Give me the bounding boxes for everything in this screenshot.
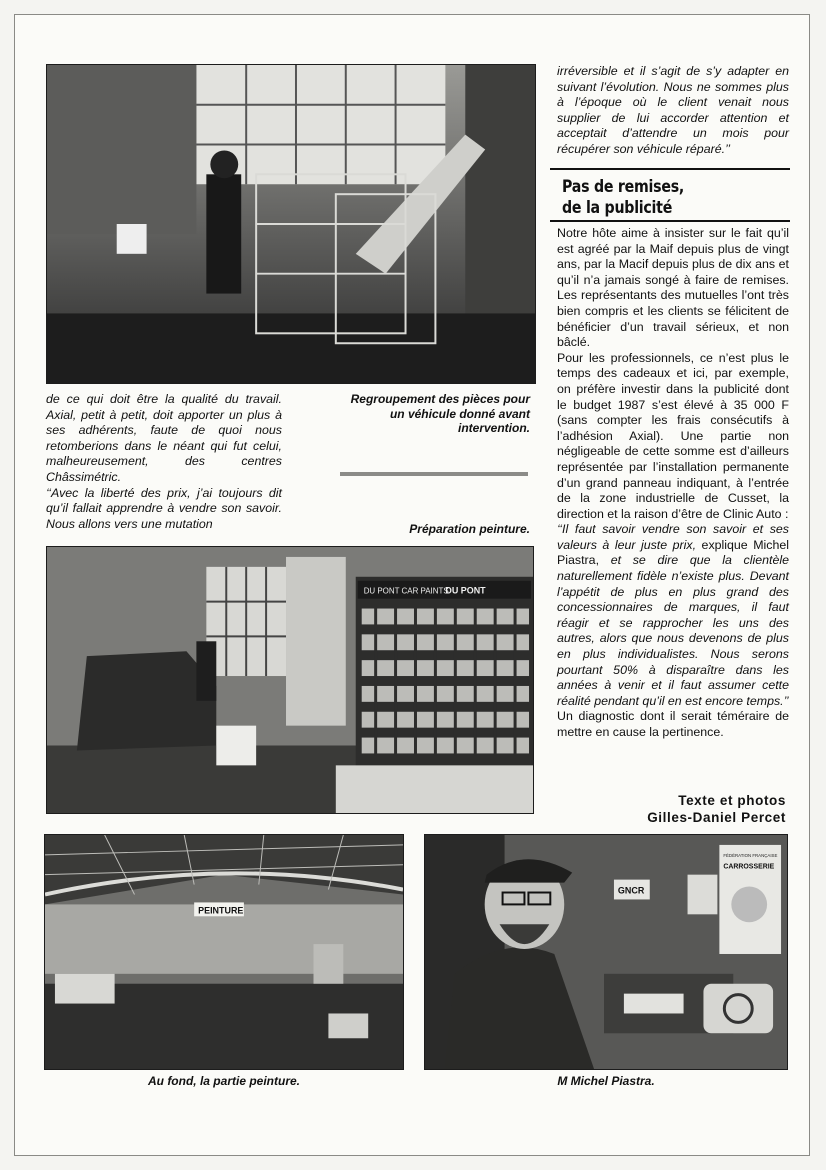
left-paragraph-quote: ‘‘Avec la liberté des prix, j’ai toujours dit qu’il fallait apprendre à vendre son savoir. Nous allons vers une mutation <box>46 485 282 531</box>
plaque-main-text: CARROSSERIE <box>723 863 775 871</box>
caption-workshop-hall: Au fond, la partie peinture. <box>147 1074 300 1088</box>
plaque-top-text: FÉDÉRATION FRANÇAISE <box>723 852 778 858</box>
section-heading-line1: Pas de remises, <box>562 177 685 196</box>
dupont-logo-text: DU PONT <box>445 585 486 596</box>
paragraph-quote <box>557 522 789 709</box>
heading-bottom-rule <box>550 220 790 222</box>
byline-line1: Texte et photos <box>678 793 786 808</box>
right-top-paragraph <box>557 64 789 158</box>
paragraph-diagnostic: Un diagnostic dont il serait téméraire de mettre en cause la pertinence. <box>557 709 789 739</box>
caption-portrait: M Michel Piastra. <box>557 1074 655 1088</box>
heading-top-rule <box>550 168 790 170</box>
peinture-sign-text: PEINTURE <box>198 905 244 916</box>
photo-parts-workshop <box>46 64 536 384</box>
paragraph-publicity: Pour les professionnels, ce n’est plus le temps des cadeaux et ici, par exemple, on préfère investir dans la publicité dont le budget 1987 s’est élevé à 35 000 F (sans compter les frais consécutifs à l’adhésion Axial). Une partie non négligeable de cette somme est d’ailleurs représentée par l’installation permanente d’un grand panneau indiquant, à l’entrée de la zone industrielle de Cusset, la direction et la raison d’être de Clinic Auto : <box>557 350 789 521</box>
byline <box>560 792 786 826</box>
photo-workshop-hall <box>44 834 404 1070</box>
photo-paint-preparation <box>46 546 534 814</box>
section-heading-line2: de la publicité <box>562 198 673 217</box>
right-top-text: irréversible et il s’agit de s’y adapter en suivant l’évolution. Nous ne sommes plus à l’époque où le client venait nous supplier de lui accorder attention et acceptait d’attendre un mois pour récupérer son véhicule réparé.’’ <box>557 64 789 156</box>
quote-part-2: et se dire que la clientèle naturellement fidèle n’existe plus. Devant l’appétit de plus en plus grand des concessionnaires de marques, il faut réagir et se rapprocher les uns des autres, alors que nous devenons de plus en plus individualistes. Nous serons pourtant 50% à disparaître dans les années à venir et il faut assumer cette réalité pendant qu’il en est encore temps.’’ <box>557 553 789 708</box>
quote-part-1: ‘‘Il faut savoir vendre son savoir et ses valeurs à leur juste prix, <box>557 522 789 552</box>
quote-attribution: explique Michel Piastra, <box>557 537 789 568</box>
byline-author: Gilles-Daniel Percet <box>647 810 786 825</box>
photo-portrait-michel-piastra <box>424 834 788 1070</box>
paragraph-agreements: Notre hôte aime à insister sur le fait qu’il est agréé par la Maif depuis plus de vingt ans, par la Macif depuis plus de dix ans et qu’il n’a jamais songé à faire de remises. Les représentants des mutuelles l’ont très bien compris et les clients se félicitent de bénéficier d’un travail sérieux, et non bâclé. <box>557 226 789 350</box>
left-paragraph-axial: de ce qui doit être la qualité du travail. Axial, petit à petit, doit apporter un plus à ses adhérents, faute de quoi nous retomberions dans le néant qui fut celui, malheureusement, des centres Châssimétric. <box>46 392 282 484</box>
right-body-column <box>557 226 789 741</box>
caption-paint-preparation: Préparation peinture. <box>409 522 530 536</box>
caption-parts-workshop: Regroupement des pièces pour un véhicule donné avant intervention. <box>350 392 530 435</box>
left-text-column <box>46 392 282 532</box>
gncr-sign-text: GNCR <box>617 885 645 896</box>
caption-divider <box>340 472 528 476</box>
dupont-banner-text: DU PONT CAR PAINTS <box>363 586 449 596</box>
